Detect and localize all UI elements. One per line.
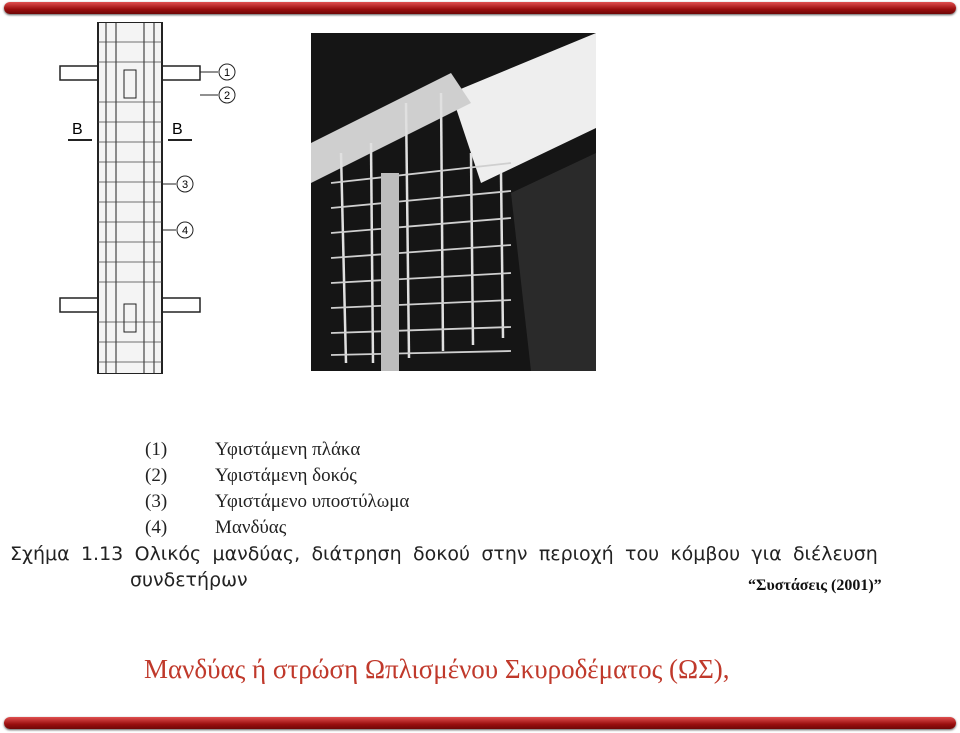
legend-item: (1) Υφιστάμενη πλάκα — [145, 439, 361, 460]
caption-word: περιοχή — [538, 543, 614, 565]
legend-item: (3) Υφιστάμενο υποστύλωμα — [145, 491, 410, 512]
section-label-right: B — [172, 121, 183, 138]
slide-heading: Μανδύας ή στρώση Ωπλισμένου Σκυροδέματος (ΩΣ), — [144, 654, 730, 684]
caption-word: δοκού — [412, 543, 471, 565]
top-decorative-bar — [4, 2, 956, 14]
caption-word: για — [751, 543, 782, 565]
bottom-decorative-bar — [4, 717, 956, 729]
caption-line-2: συνδετήρων — [130, 569, 248, 591]
legend-item: (4) Μανδύας — [145, 517, 287, 538]
callout-1: 1 — [223, 67, 231, 79]
caption-word: μανδύας, — [212, 543, 301, 565]
caption-word: 1.13 — [80, 543, 124, 565]
callout-4: 4 — [181, 225, 189, 237]
caption-word: στην — [481, 543, 528, 565]
caption-word: Σχήμα — [10, 543, 70, 565]
source-citation: “Συστάσεις (2001)” — [748, 577, 882, 594]
caption-word: διέλευση — [792, 543, 878, 565]
legend-item: (2) Υφιστάμενη δοκός — [145, 465, 357, 486]
caption-word: κόμβου — [670, 543, 741, 565]
figure-legend — [145, 437, 409, 541]
caption-word: διάτρηση — [311, 543, 402, 565]
jacket-reinforcement-photo — [311, 33, 596, 371]
column-jacket-drawing — [40, 22, 260, 374]
caption-word: του — [625, 543, 660, 565]
callout-2: 2 — [223, 90, 231, 102]
callout-3: 3 — [181, 179, 189, 191]
caption-word: Ολικός — [134, 543, 202, 565]
section-label-left: B — [72, 121, 83, 138]
